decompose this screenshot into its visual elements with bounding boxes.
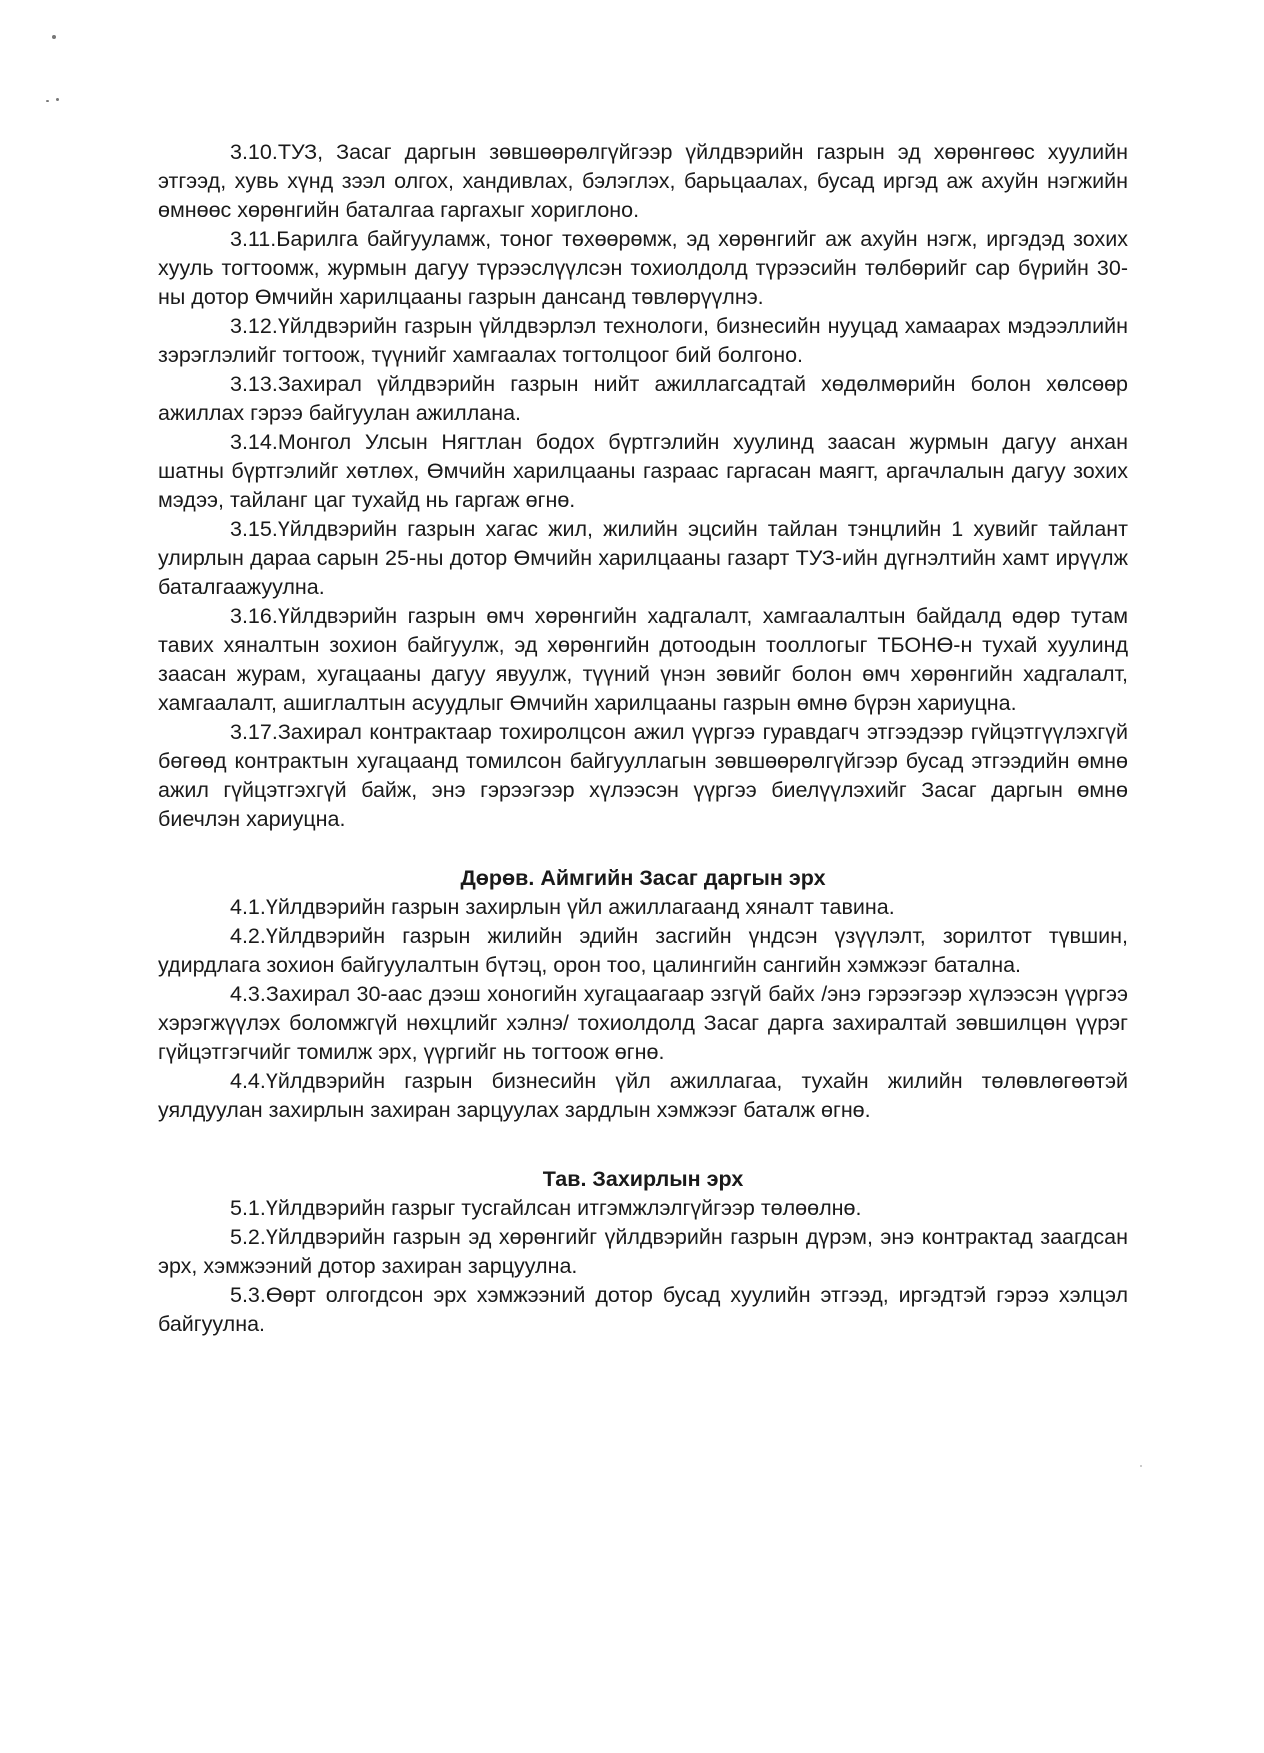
scan-speck [52,35,56,39]
clause-3-12: 3.12.Үйлдвэрийн газрын үйлдвэрлэл технологи, бизнесийн нууцад хамаарах мэдээллийн зэрэглэлийг тогтоож, түүнийг хамгаалах тогтолцоог бий болгоно. [158,314,1128,367]
section-4-heading: Дөрөв. Аймгийн Засаг даргын эрх [460,866,826,890]
clause-3-11: 3.11.Барилга байгууламж, тоног төхөөрөмж, эд хөрөнгийг аж ахуйн нэгж, иргэдэд зохих хууль тогтоомж, журмын дагуу түрээслүүлсэн тохиолдолд түрээсийн төлбөрийг сар бүрийн 30-ны дотор Өмчийн харилцааны газрын дансанд төвлөрүүлнэ. [158,227,1128,309]
clause-3-16: 3.16.Үйлдвэрийн газрын өмч хөрөнгийн хадгалалт, хамгаалалтын байдалд өдөр тутам тавих хяналтын зохион байгуулж, эд хөрөнгийн дотоодын тооллогыг ТБОНӨ-н тухай хуулинд заасан журам, хугацааны дагуу явуулж, түүний үнэн зөвийг болон өмч хөрөнгийн хадгалалт, хамгаалалт, ашиглалтын асуудлыг Өмчийн харилцааны газрын өмнө бүрэн хариуцна. [158,604,1128,715]
clause-5-1: 5.1.Үйлдвэрийн газрыг тусгайлсан итгэмжлэлгүйгээр төлөөлнө. [230,1196,862,1220]
clause-3-17: 3.17.Захирал контрактаар тохиролцсон ажил үүргээ гуравдагч этгээдээр гүйцэтгүүлэхгүй бөгөөд контрактын хугацаанд томилсон байгууллагын зөвшөөрөлгүйгээр бусад этгээдийн өмнө ажил гүйцэтгэхгүй байж, энэ гэрээгээр хүлээсэн үүргээ биелүүлэхийг Засаг даргын өмнө биечлэн хариуцна. [158,720,1128,831]
document-body [158,138,1128,1339]
clause-5-3: 5.3.Өөрт олгогдсон эрх хэмжээний дотор бусад хуулийн этгээд, иргэдтэй гэрээ хэлцэл байгуулна. [158,1283,1128,1336]
clause-5-2: 5.2.Үйлдвэрийн газрын эд хөрөнгийг үйлдвэрийн газрын дүрэм, энэ контрактад заагдсан эрх, хэмжээний дотор захиран зарцуулна. [158,1225,1128,1278]
clause-3-10: 3.10.ТУЗ, Засаг даргын зөвшөөрөлгүйгээр үйлдвэрийн газрын эд хөрөнгөөс хуулийн этгээд, хувь хүнд зээл олгох, хандивлах, бэлэглэх, барьцаалах, бусад иргэд аж ахуйн нэгжийн өмнөөс хөрөнгийн баталгаа гаргахыг хориглоно. [158,140,1128,222]
scan-speck [46,100,49,102]
section-5 [158,1165,1128,1339]
section-3 [158,138,1128,834]
section-5-heading: Тав. Захирлын эрх [542,1167,744,1191]
clause-4-1: 4.1.Үйлдвэрийн газрын захирлын үйл ажиллагаанд хяналт тавина. [230,895,895,919]
clause-3-15: 3.15.Үйлдвэрийн газрын хагас жил, жилийн эцсийн тайлан тэнцлийн 1 хувийг тайлант улирлын дараа сарын 25-ны дотор Өмчийн харилцааны газарт ТУЗ-ийн дүгнэлтийн хамт ирүүлж баталгаажуулна. [158,517,1128,599]
clause-4-4: 4.4.Үйлдвэрийн газрын бизнесийн үйл ажиллагаа, тухайн жилийн төлөвлөгөөтэй уялдуулан захирлын захиран зарцуулах зардлын хэмжээг баталж өгнө. [158,1069,1128,1122]
clause-3-14: 3.14.Монгол Улсын Нягтлан бодох бүртгэлийн хуулинд заасан журмын дагуу анхан шатны бүртгэлийг хөтлөх, Өмчийн харилцааны газраас гаргасан маягт, аргачлалын дагуу зохих мэдээ, тайланг цаг тухайд нь гаргаж өгнө. [158,430,1128,512]
scan-speck [1140,1465,1142,1467]
scan-speck [56,98,59,101]
clause-3-13: 3.13.Захирал үйлдвэрийн газрын нийт ажиллагсадтай хөдөлмөрийн болон хөлсөөр ажиллах гэрээ байгуулан ажиллана. [158,372,1128,425]
section-4 [158,864,1128,1125]
clause-4-2: 4.2.Үйлдвэрийн газрын жилийн эдийн засгийн үндсэн үзүүлэлт, зорилтот түвшин, удирдлага зохион байгуулалтын бүтэц, орон тоо, цалингийн сангийн хэмжээг батална. [158,924,1128,977]
clause-4-3: 4.3.Захирал 30-аас дээш хоногийн хугацаагаар эзгүй байх /энэ гэрээгээр хүлээсэн үүргээ хэрэгжүүлэх боломжгүй нөхцлийг хэлнэ/ тохиолдолд Засаг дарга захиралтай зөвшилцөн үүрэг гүйцэтгэгчийг томилж эрх, үүргийг нь тогтоож өгнө. [158,982,1128,1064]
